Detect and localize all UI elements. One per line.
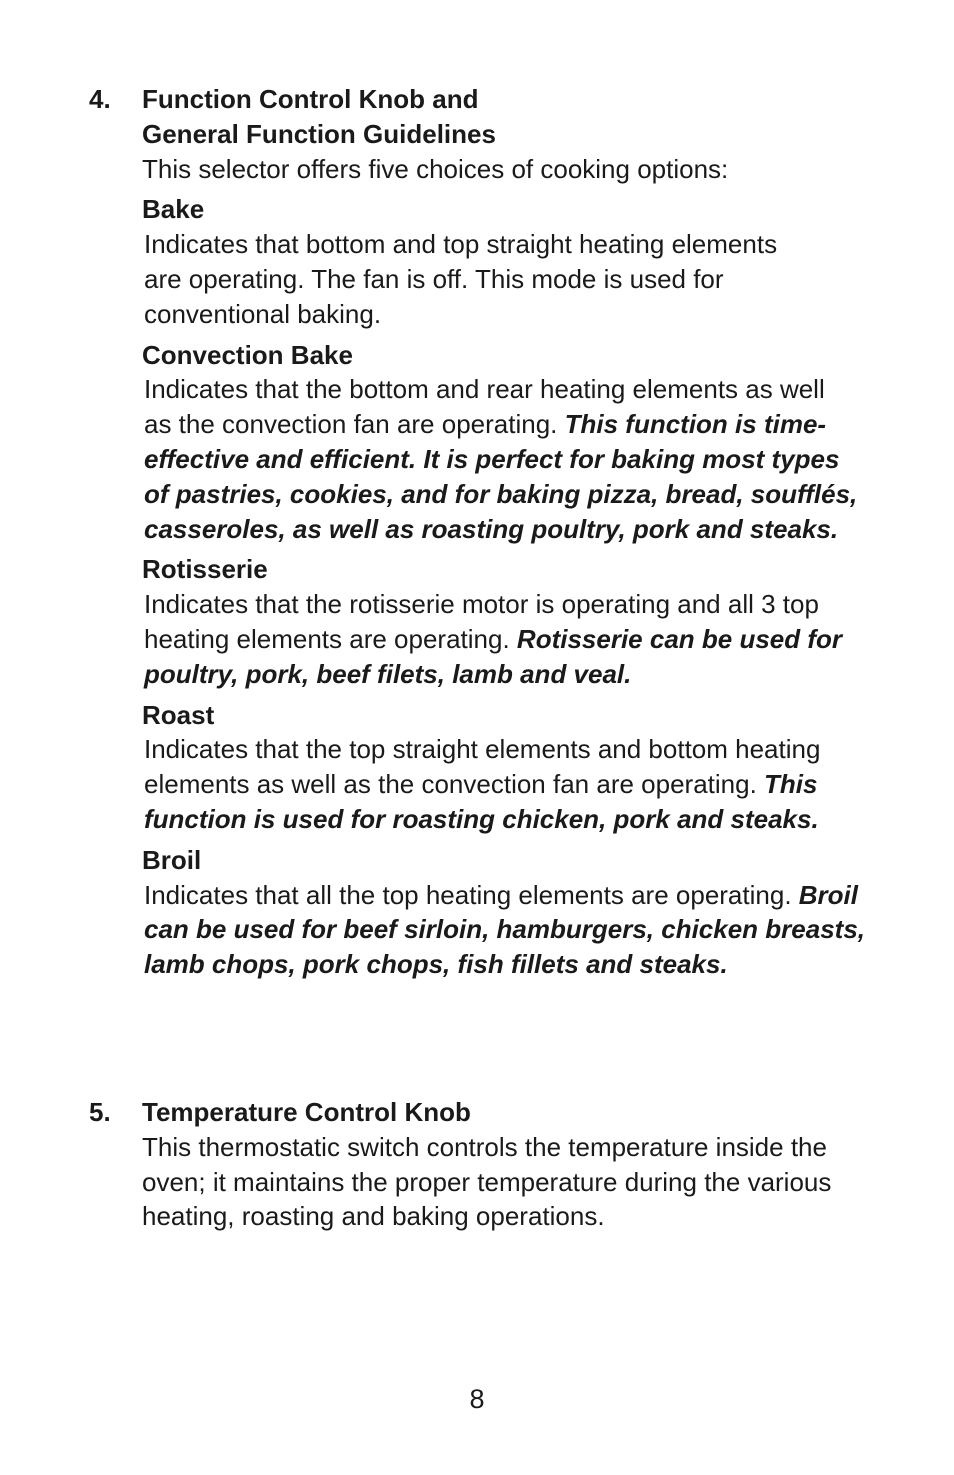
section-4-intro: This selector offers five choices of cooking options: [142,153,729,184]
mode-description [142,587,869,691]
mode-emphasis: Broil can be used for beef sirloin, hamburgers, chicken breasts, lamb chops, pork chops, fish fillets and steaks. [144,879,866,980]
mode-text: Indicates that the rotisserie motor is operating and all 3 top heating elements are operating. [144,589,819,654]
mode-convection-bake [142,338,872,547]
section-4-number: 4. [89,84,111,114]
mode-roast [142,698,872,837]
section-5-number: 5. [89,1097,111,1127]
mode-text: Indicates that all the top heating elements are operating. [144,879,799,910]
mode-emphasis: This function is time-effective and efficient. It is perfect for baking most types of pastries, cookies, and for baking pizza, bread, soufflés, casseroles, as well as roasting poultry, pork and steaks. [144,409,858,544]
mode-rotisserie [142,552,872,691]
mode-emphasis: This function is used for roasting chicken, pork and steaks. [144,769,819,834]
mode-description: Indicates that bottom and top straight heating elements are operating. The fan is off. This mode is used for conventional baking. [144,229,778,329]
section-4-title-line-1: Function Control Knob and [142,84,479,114]
section-5-title: Temperature Control Knob [142,1097,471,1127]
section-5 [142,1095,857,1234]
mode-description [142,372,859,546]
mode-heading: Roast [142,699,215,730]
mode-heading: Convection Bake [142,339,353,370]
mode-text: Indicates that the bottom and rear heating elements as well as the convection fan are operating. [144,374,825,440]
mode-heading: Bake [142,194,205,225]
mode-heading: Broil [142,844,202,875]
page-number: 8 [469,1384,485,1414]
mode-text: Indicates that the top straight elements and bottom heating elements as well as the convection fan are operating. [144,734,821,800]
mode-broil [142,843,872,982]
mode-heading: Rotisserie [142,554,268,585]
mode-description [142,878,869,982]
section-4-title-line-2: General Function Guidelines [142,118,496,149]
mode-emphasis: Rotisserie can be used for poultry, pork, beef filets, lamb and veal. [144,623,843,689]
section-4 [142,82,872,982]
mode-bake [142,192,872,331]
mode-description [142,732,854,836]
section-5-text: This thermostatic switch controls the temperature inside the oven; it maintains the proper temperature during the various heating, roasting and baking operations. [142,1131,832,1232]
